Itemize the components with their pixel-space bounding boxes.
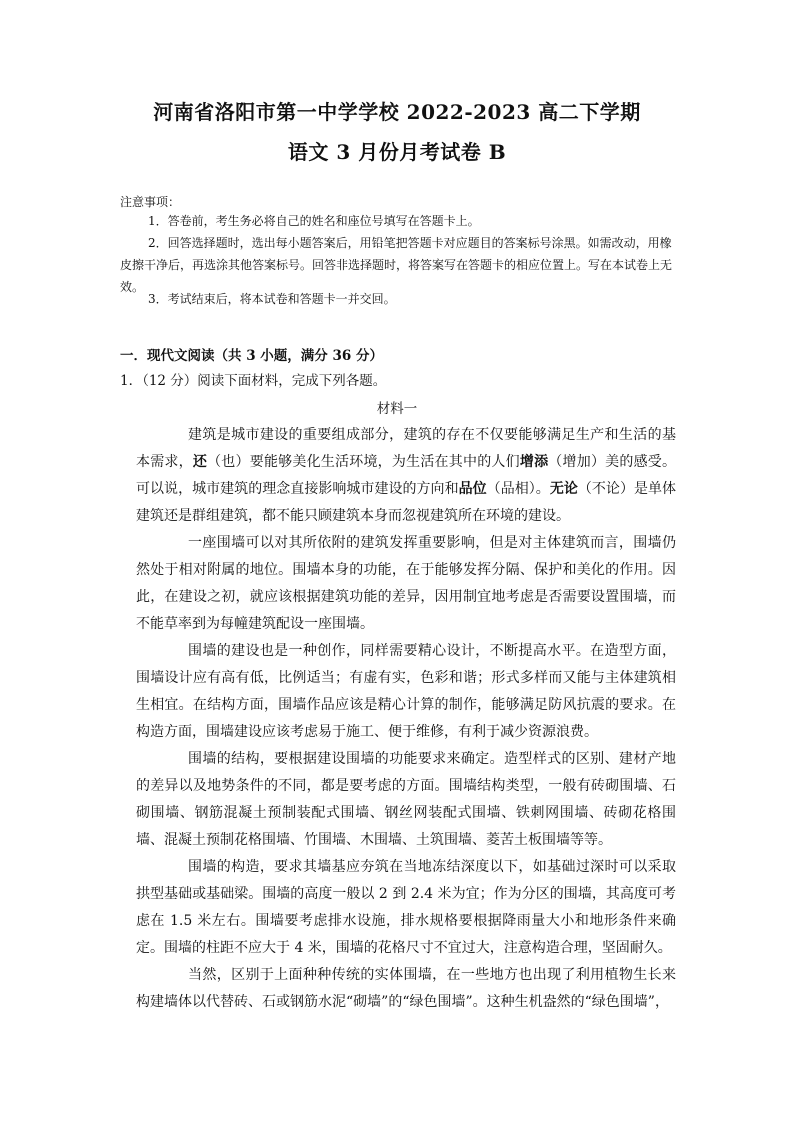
question-intro: 1．（12 分）阅读下面材料，完成下列各题。	[120, 373, 387, 389]
material-label: 材料一	[376, 401, 418, 417]
paragraph-4: 围墙的结构，要根据建设围墙的功能要求来确定。造型样式的区别、建材产地的差异以及地势条件的不同，都是要考虑的方面。围墙结构类型，一般有砖砌围墙、石砌围墙、钢筋混凝土预制装配式围墙、钢丝网装配式围墙、铁刺网围墙、砖砌花格围墙、混凝土预制花格围墙、竹围墙、木围墙、土筑围墙、菱苦土板围墙等等。	[136, 751, 676, 848]
exam-title-line1: 河南省洛阳市第一中学学校 2022-2023 高二下学期	[153, 100, 641, 124]
section-heading: 一．现代文阅读（共 3 小题，满分 36 分）	[120, 348, 383, 364]
paragraph-3: 围墙的建设也是一种创作，同样需要精心设计，不断提高水平。在造型方面，围墙设计应有高有低，比例适当；有虚有实，色彩和谐；形式多样而又能与主体建筑相生相宜。在结构方面，围墙作品应该是精心计算的制作，能够满足防风抗震的要求。在构造方面，围墙建设应该考虑易于施工、便于维修，有利于减少资源浪费。	[136, 643, 676, 740]
exam-title-line2: 语文 3 月份月考试卷 B	[287, 140, 507, 164]
paragraph-6: 当然，区别于上面种种传统的实体围墙，在一些地方也出现了利用植物生长来构建墙体以代替砖、石或钢筋水泥“砌墙”的“绿色围墙”。这种生机盎然的“绿色围墙”，	[136, 967, 676, 1010]
notice-heading: 注意事项：	[120, 195, 181, 209]
paragraph-2: 一座围墙可以对其所依附的建筑发挥重要影响，但是对主体建筑而言，围墙仍然处于相对附属的地位。围墙本身的功能，在于能够发挥分隔、保护和美化的作用。因此，在建设之初，就应该根据建筑功能的差异，因用制宜地考虑是否需要设置围墙，而不能草率到为每幢建筑配设一座围墙。	[136, 535, 676, 632]
notice-item-3: 3．考试结束后，将本试卷和答题卡一并交回。	[148, 292, 396, 306]
notice-item-1: 1．答卷前，考生务必将自己的姓名和座位号填写在答题卡上。	[148, 214, 480, 228]
notice-item-2: 2．回答选择题时，选出每小题答案后，用铅笔把答题卡对应题目的答案标号涂黑。如需改动，用橡皮擦干净后，再选涂其他答案标号。回答非选择题时，将答案写在答题卡的相应位置上。写在本试卷上无效。	[120, 236, 673, 294]
paragraph-1: 建筑是城市建设的重要组成部分，建筑的存在不仅要能够满足生产和生活的基本需求，还（也）要能够美化生活环境，为生活在其中的人们增添（增加）美的感受。可以说，城市建筑的理念直接影响城市建设的方向和品位（品相）。无论（不论）是单体建筑还是群组建筑，都不能只顾建筑本身而忽视建筑所在环境的建设。	[136, 427, 677, 524]
paragraph-5: 围墙的构造，要求其墙基应夯筑在当地冻结深度以下，如基础过深时可以采取拱型基础或基础梁。围墙的高度一般以 2 到 2.4 米为宜；作为分区的围墙，其高度可考虑在 1.5 米左右。围墙要考虑排水设施，排水规格要根据降雨量大小和地形条件来确定。围墙的柱距不应大于 4 米，围墙的花格尺寸不宜过大，注意构造合理，坚固耐久。	[136, 859, 676, 956]
